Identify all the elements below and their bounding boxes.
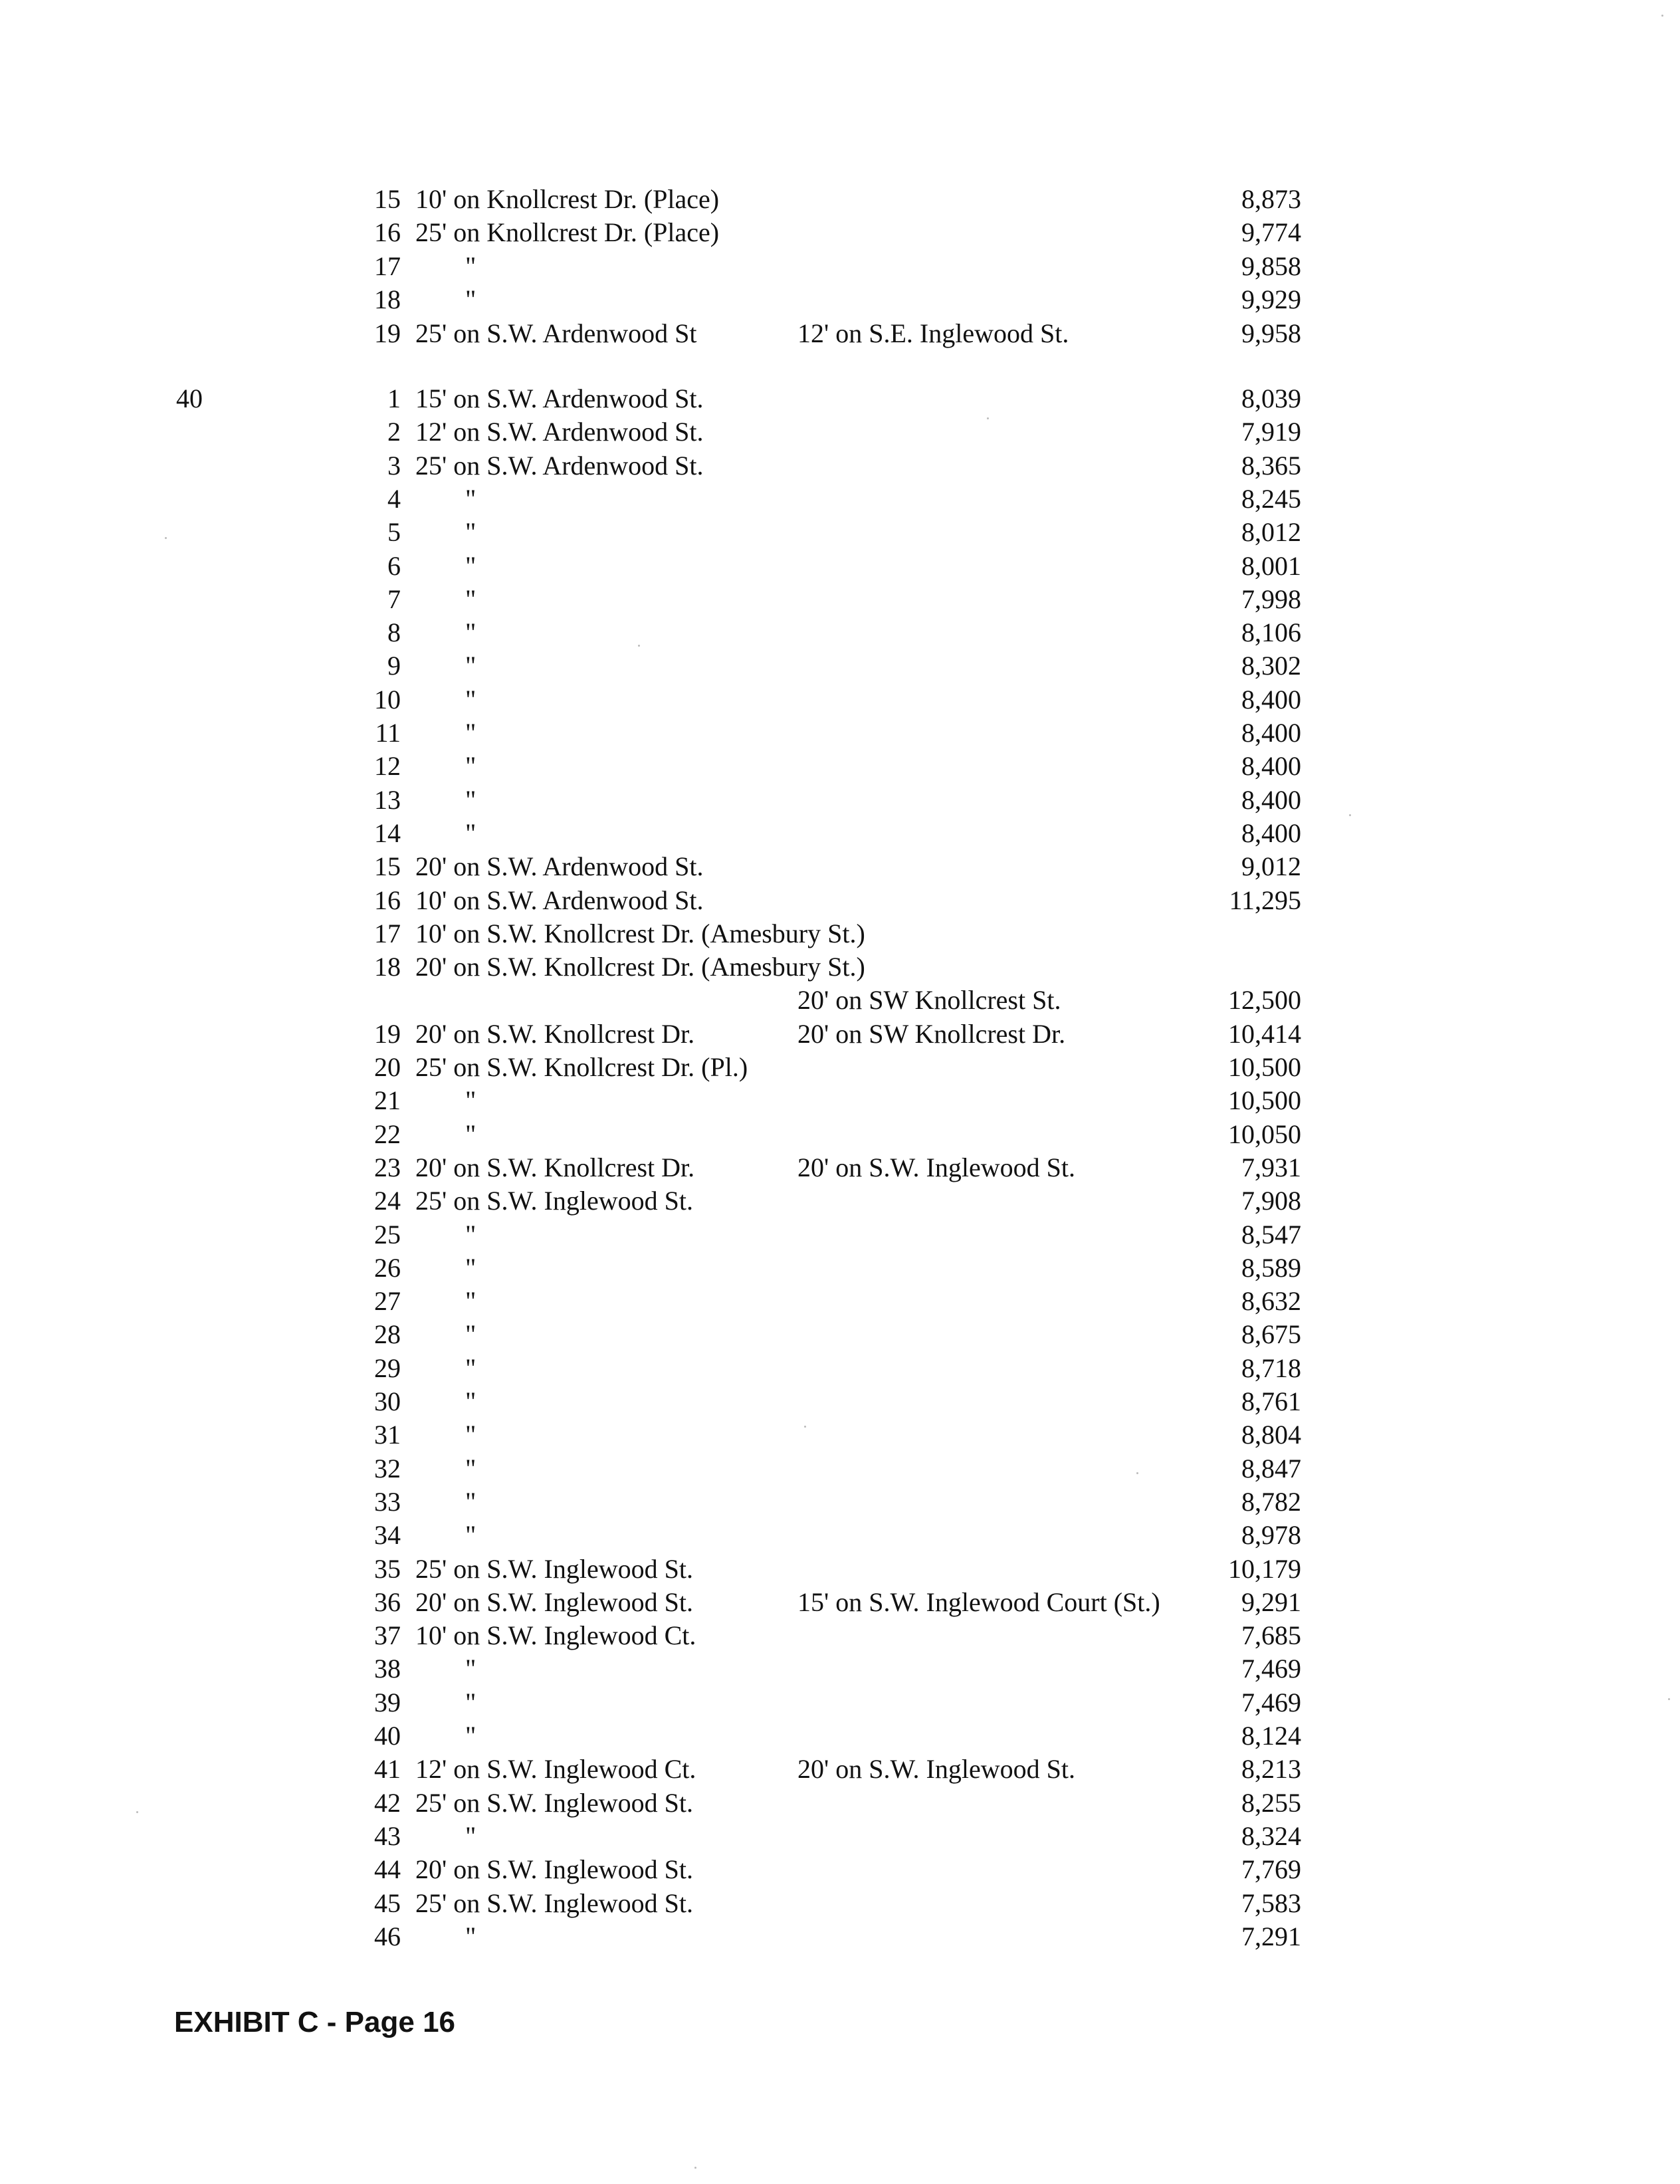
lot-number: 27 [374,1286,401,1316]
front-footage: " [465,1353,476,1383]
lot-number: 15 [374,184,401,214]
front-footage: 25' on S.W. Inglewood St. [415,1788,693,1818]
table-row [0,583,1680,616]
lot-number: 32 [374,1454,401,1483]
lot-number: 9 [387,651,401,681]
table-row [0,250,1680,283]
front-footage: 20' on S.W. Ardenwood St. [415,851,704,881]
table-row [0,649,1680,683]
lot-number: 26 [374,1253,401,1283]
scan-speck [1668,1698,1670,1700]
lot-area: 7,919 [1241,417,1301,447]
scan-speck [1661,15,1663,17]
lot-area: 9,012 [1241,851,1301,881]
lot-number: 15 [374,851,401,881]
front-footage: 25' on Knollcrest Dr. (Place) [415,217,720,247]
table-row [0,1787,1680,1820]
table-row [0,716,1680,750]
front-footage: 20' on S.W. Knollcrest Dr. [415,1152,695,1182]
lot-number: 23 [374,1152,401,1182]
lot-number: 28 [374,1319,401,1349]
lot-area: 9,929 [1241,284,1301,314]
table-row [0,1285,1680,1318]
lot-area: 8,761 [1241,1386,1301,1416]
lot-number: 18 [374,284,401,314]
table-row [0,1018,1680,1051]
lot-number: 10 [374,685,401,714]
front-footage: " [465,1487,476,1517]
table-row [0,1553,1680,1586]
table-row [0,415,1680,449]
side-footage: 20' on SW Knollcrest Dr. [797,1019,1066,1049]
lot-number: 4 [387,484,401,514]
front-footage: " [465,1454,476,1483]
lot-area: 8,213 [1241,1754,1301,1784]
front-footage: 20' on S.W. Knollcrest Dr. (Amesbury St.) [415,952,865,982]
table-row [0,1385,1680,1418]
lot-area: 8,873 [1241,184,1301,214]
table-row [0,917,1680,950]
lot-number: 11 [375,718,401,748]
table-row [0,1853,1680,1886]
table-row [0,1686,1680,1719]
lot-number: 37 [374,1620,401,1650]
lot-area: 8,365 [1241,451,1301,481]
lot-number: 17 [374,919,401,948]
front-footage: 25' on S.W. Inglewood St. [415,1186,693,1216]
lot-area: 10,050 [1228,1119,1301,1149]
front-footage: " [465,1921,476,1951]
table-row [0,317,1680,350]
lot-area: 10,500 [1228,1052,1301,1082]
lot-area: 8,012 [1241,517,1301,547]
lot-number: 8 [387,617,401,647]
lot-number: 22 [374,1119,401,1149]
lot-number: 39 [374,1688,401,1717]
lot-area: 8,302 [1241,651,1301,681]
lot-number: 24 [374,1186,401,1216]
lot-area: 8,675 [1241,1319,1301,1349]
side-footage: 20' on SW Knollcrest St. [797,985,1061,1015]
lot-area: 8,978 [1241,1520,1301,1550]
table-row [0,283,1680,316]
front-footage: " [465,1253,476,1283]
lot-area: 7,469 [1241,1654,1301,1684]
table-row [0,449,1680,483]
front-footage: " [465,284,476,314]
table-row [0,616,1680,649]
front-footage: 25' on S.W. Inglewood St. [415,1888,693,1918]
lot-area: 8,400 [1241,818,1301,848]
table-row [0,1418,1680,1452]
lot-number: 17 [374,251,401,281]
lot-area: 8,782 [1241,1487,1301,1517]
table-row [0,1619,1680,1652]
table-row [0,1118,1680,1151]
side-footage: 20' on S.W. Inglewood St. [797,1754,1075,1784]
lot-number: 43 [374,1821,401,1851]
scan-speck [987,417,989,419]
lot-number: 12 [374,751,401,781]
front-footage: " [465,551,476,581]
front-footage: " [465,584,476,614]
lot-number: 38 [374,1654,401,1684]
lot-number: 20 [374,1052,401,1082]
table-row [0,1586,1680,1619]
table-row [0,516,1680,549]
front-footage: " [465,617,476,647]
table-row [0,817,1680,850]
table-row [0,216,1680,249]
table-row [0,483,1680,516]
table-row [0,683,1680,716]
lot-area: 7,931 [1241,1152,1301,1182]
lot-area: 8,106 [1241,617,1301,647]
lot-number: 21 [374,1085,401,1115]
front-footage: " [465,1286,476,1316]
lot-area: 8,589 [1241,1253,1301,1283]
block-number: 40 [176,383,203,413]
table-row [0,1652,1680,1686]
lot-number: 25 [374,1220,401,1250]
lot-area: 8,547 [1241,1220,1301,1250]
front-footage: " [465,1721,476,1751]
table-row [0,1151,1680,1184]
table-row [0,1485,1680,1519]
lot-area: 12,500 [1228,985,1301,1015]
lot-area: 7,291 [1241,1921,1301,1951]
table-row [0,1820,1680,1853]
lot-area: 8,847 [1241,1454,1301,1483]
front-footage: " [465,1386,476,1416]
table-row [0,984,1680,1017]
lot-number: 44 [374,1854,401,1884]
lot-area: 8,804 [1241,1420,1301,1450]
lot-number: 31 [374,1420,401,1450]
lot-number: 45 [374,1888,401,1918]
lot-area: 9,858 [1241,251,1301,281]
front-footage: " [465,1821,476,1851]
lot-area: 10,500 [1228,1085,1301,1115]
front-footage: " [465,685,476,714]
lot-number: 3 [387,451,401,481]
side-footage: 20' on S.W. Inglewood St. [797,1152,1075,1182]
front-footage: " [465,1688,476,1717]
front-footage: 25' on S.W. Ardenwood St [415,318,697,348]
scan-speck [804,1426,806,1428]
table-row [0,884,1680,917]
lot-number: 6 [387,551,401,581]
table-row [0,1352,1680,1385]
front-footage: " [465,818,476,848]
lot-number: 19 [374,318,401,348]
front-footage: " [465,517,476,547]
lot-area: 8,001 [1241,551,1301,581]
scan-speck [1349,814,1351,816]
front-footage: " [465,1520,476,1550]
table-row [0,950,1680,984]
front-footage: 20' on S.W. Inglewood St. [415,1854,693,1884]
table-row [0,382,1680,415]
lot-number: 16 [374,217,401,247]
table-row [0,1051,1680,1084]
lot-number: 5 [387,517,401,547]
front-footage: " [465,1119,476,1149]
table-row [0,1519,1680,1552]
table-row [0,1920,1680,1953]
scan-speck [694,2167,696,2169]
lot-area: 9,291 [1241,1587,1301,1617]
front-footage: " [465,1654,476,1684]
scan-speck [638,645,640,647]
front-footage: " [465,751,476,781]
table-row [0,850,1680,883]
front-footage: 10' on S.W. Ardenwood St. [415,885,704,915]
lot-number: 33 [374,1487,401,1517]
lot-number: 7 [387,584,401,614]
lot-area: 7,769 [1241,1854,1301,1884]
lot-area: 9,958 [1241,318,1301,348]
lot-area: 7,583 [1241,1888,1301,1918]
lot-area: 8,400 [1241,685,1301,714]
front-footage: 20' on S.W. Knollcrest Dr. [415,1019,695,1049]
lot-number: 36 [374,1587,401,1617]
scan-speck [165,537,167,539]
lot-number: 46 [374,1921,401,1951]
lot-number: 34 [374,1520,401,1550]
front-footage: 25' on S.W. Knollcrest Dr. (Pl.) [415,1052,748,1082]
lot-number: 40 [374,1721,401,1751]
front-footage: 10' on S.W. Knollcrest Dr. (Amesbury St.) [415,919,865,948]
lot-area: 8,124 [1241,1721,1301,1751]
front-footage: 25' on S.W. Ardenwood St. [415,451,704,481]
table-row [0,1887,1680,1920]
lot-number: 29 [374,1353,401,1383]
lot-area: 8,400 [1241,751,1301,781]
lot-area: 8,255 [1241,1788,1301,1818]
exhibit-page-label: EXHIBIT C - Page 16 [174,2006,456,2038]
lot-number: 2 [387,417,401,447]
lot-area: 7,469 [1241,1688,1301,1717]
lot-area: 8,400 [1241,785,1301,815]
table-row [0,1184,1680,1218]
front-footage: " [465,1085,476,1115]
lot-area: 11,295 [1229,885,1301,915]
front-footage: " [465,1420,476,1450]
table-row [0,1084,1680,1117]
lot-number: 42 [374,1788,401,1818]
lot-area: 7,998 [1241,584,1301,614]
front-footage: 15' on S.W. Ardenwood St. [415,383,704,413]
lot-number: 14 [374,818,401,848]
lot-area: 7,685 [1241,1620,1301,1650]
front-footage: 25' on S.W. Inglewood St. [415,1554,693,1584]
scan-speck [136,1811,138,1813]
lot-area: 8,400 [1241,718,1301,748]
lot-area: 8,039 [1241,383,1301,413]
front-footage: 12' on S.W. Inglewood Ct. [415,1754,696,1784]
lot-number: 19 [374,1019,401,1049]
lot-area: 7,908 [1241,1186,1301,1216]
front-footage: 10' on S.W. Inglewood Ct. [415,1620,696,1650]
lot-area: 10,179 [1228,1554,1301,1584]
lot-number: 1 [387,383,401,413]
front-footage: " [465,718,476,748]
lot-number: 16 [374,885,401,915]
lot-area: 8,718 [1241,1353,1301,1383]
front-footage: " [465,251,476,281]
front-footage: 10' on Knollcrest Dr. (Place) [415,184,720,214]
lot-area: 10,414 [1228,1019,1301,1049]
lot-number: 35 [374,1554,401,1584]
table-row [0,183,1680,216]
lot-area: 8,632 [1241,1286,1301,1316]
table-row [0,1719,1680,1753]
front-footage: 12' on S.W. Ardenwood St. [415,417,704,447]
front-footage: 20' on S.W. Inglewood St. [415,1587,693,1617]
table-row [0,750,1680,783]
front-footage: " [465,651,476,681]
table-row [0,550,1680,583]
front-footage: " [465,785,476,815]
lot-area: 9,774 [1241,217,1301,247]
lot-number: 18 [374,952,401,982]
table-row [0,1318,1680,1351]
front-footage: " [465,1319,476,1349]
front-footage: " [465,484,476,514]
lot-area: 8,245 [1241,484,1301,514]
table-row [0,1252,1680,1285]
front-footage: " [465,1220,476,1250]
lot-number: 41 [374,1754,401,1784]
lot-number: 30 [374,1386,401,1416]
table-row [0,1452,1680,1485]
table-row [0,1753,1680,1786]
table-row [0,1218,1680,1252]
side-footage: 12' on S.E. Inglewood St. [797,318,1069,348]
lot-number: 13 [374,785,401,815]
lot-area: 8,324 [1241,1821,1301,1851]
scan-speck [1136,1472,1138,1474]
table-row [0,784,1680,817]
side-footage: 15' on S.W. Inglewood Court (St.) [797,1587,1160,1617]
